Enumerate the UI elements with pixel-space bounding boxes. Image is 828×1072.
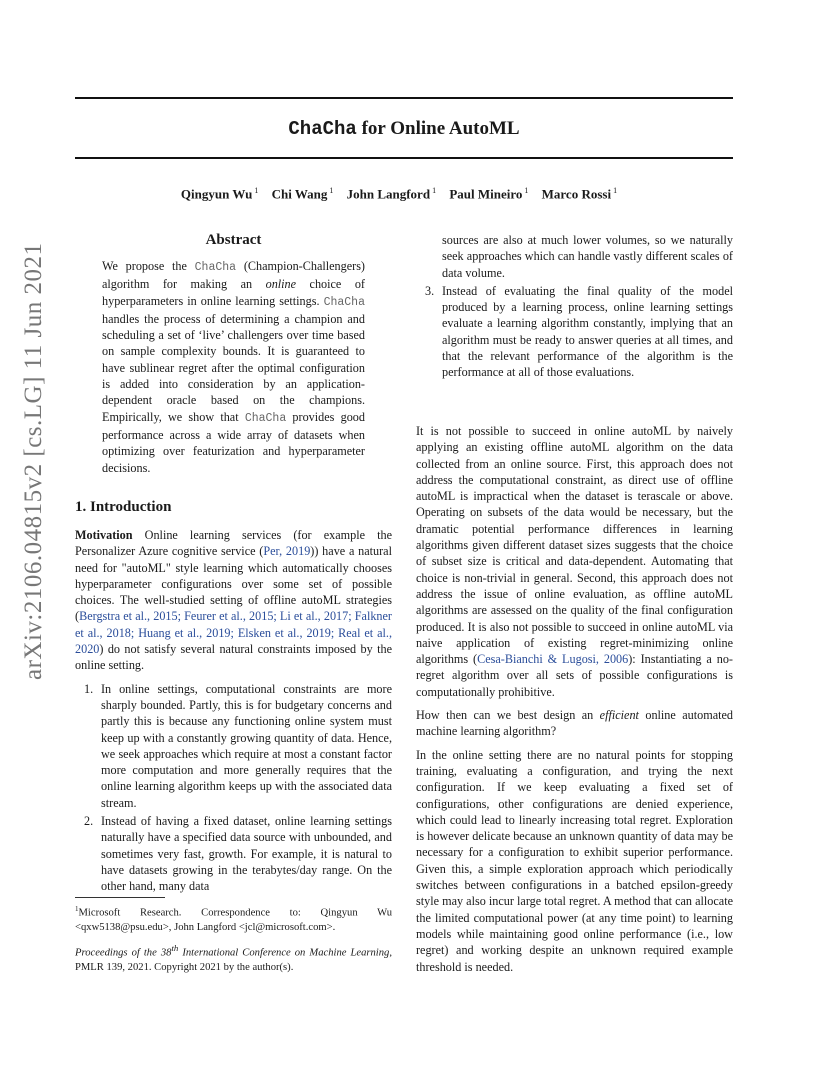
list-item (75, 681, 392, 811)
abstract-code: ChaCha (323, 295, 365, 309)
list-item (75, 813, 392, 894)
arxiv-stamp (20, 242, 60, 680)
right-column (416, 423, 733, 982)
section-heading-introduction: 1. Introduction (75, 499, 172, 515)
author-name: Marco Rossi (541, 186, 612, 202)
abstract-heading: Abstract (205, 232, 262, 248)
proceedings-text: Proceedings of the 38 (75, 947, 172, 959)
body-text: How then can we best design an (416, 708, 600, 723)
author-mark: 1 (432, 186, 437, 195)
top-rule (75, 97, 733, 99)
body-text: ) do not satisfy several natural constraints imposed by the online setting. (75, 642, 392, 673)
author-mark: 1 (329, 186, 334, 195)
list-number: 1. (84, 681, 94, 696)
author-list (75, 186, 733, 202)
abstract-text: (Champion-Challengers) algorithm for making an (102, 259, 365, 292)
abstract-body (102, 258, 365, 476)
proceedings-note (75, 941, 392, 975)
list-text: Instead of evaluating the final quality of the model produced by a learning process, online learning settings evaluate a learning algorithm constantly, implying that an algorithm must be ready to answer queries at all times, and that the relevant performance of the algorithm is the performance at all of those evaluations. (442, 283, 733, 380)
body-text: ): Instantiating a no-regret algorithm over all sets of possible configurations is computationally prohibitive. (416, 652, 733, 699)
paper-title (75, 118, 733, 140)
body-text: )) have a natural need for "autoML" style learning which automatically chooses hyperparameter configurations over some set of possible choices. The well-studied setting of offline autoML strategies ( (75, 544, 392, 624)
citation-link[interactable]: Bergstra et al., 2015; Feurer et al., 2015; Li et al., 2017; Falkner et al., 2018; Huang et al., 2019; Elsken et al., 2019; Real et al., 2020 (75, 609, 392, 657)
body-text: It is not possible to succeed in online autoML by naively applying an existing offline autoML algorithm on the data collected from an online source. First, this approach does not address the computational constraint, as direct use of offline autoML is impractical when the dataset is terascale or above. Operating on subsets of the data would be necessary, but the dramatic potential performance differences in learning algorithms given different dataset sizes suggests that the choice of subset size is critical and data-dependent. Automating that choice is non-trivial in general. Second, this approach does not address the issue of online evaluation, as offline autoML algorithms are assessed on the quality of the final configuration produced. It is also not possible to succeed in online autoML via naive application of existing regret-minimizing online algorithms ( (416, 424, 733, 667)
abstract-code: ChaCha (244, 411, 287, 425)
title-mono: ChaCha (288, 118, 357, 140)
abstract-text: We propose the (102, 259, 195, 273)
list-text: Instead of having a fixed dataset, online learning settings naturally have a specified data source with unbounded, and sometimes very fast, growth. For example, it is natural to have datasets growing in the terabytes/day range. On the other hand, many data (101, 814, 392, 894)
author-mark: 1 (613, 186, 618, 195)
author-mark: 1 (254, 186, 259, 195)
left-column (75, 527, 392, 897)
proceedings-sup: th (171, 943, 179, 953)
abstract-code: ChaCha (194, 261, 237, 274)
proceedings-text: International Conference on Machine Learning (178, 947, 390, 959)
emphasis: efficient (599, 708, 639, 723)
motivation-label: Motivation (75, 528, 133, 542)
arxiv-stamp-text: arXiv:2106.04815v2 [cs.LG] 11 Jun 2021 (20, 242, 47, 680)
footnote (75, 902, 392, 935)
author-mark: 1 (524, 186, 529, 195)
footnote-mark: 1 (75, 905, 79, 913)
author-name: Qingyun Wu (180, 186, 253, 202)
proceedings-text: , PMLR 139, 2021. Copyright 2021 by the author(s). (75, 947, 392, 973)
body-text: In the online setting there are no natural points for stopping training, evaluating a configuration, and trying the next configuration. If we keep evaluating a fixed set of configurations, other configurations are denied experience, which could lead to linearly increasing total regret. Exploration is however delicate because an unknown quantity of data may be necessary for a configuration to exhibit superior performance. Given this, a simple exploration approach which periodically switches between configurations in a batched epsilon-greedy style may also incur large total regret. A method that can allocate the limited computational power (at any time point) to learning models while maintaining good online performance (i.e., low regret) and working despite an unknown required example threshold is needed. (416, 747, 733, 974)
list-item (416, 283, 733, 381)
right-column-list (416, 232, 733, 383)
footnote-rule (75, 897, 165, 898)
list-number: 2. (84, 814, 94, 829)
list-number: 3. (425, 283, 435, 298)
footnote-text: Microsoft Research. Correspondence to: Qingyun Wu <qxw5138@psu.edu>, John Langford <jcl@microsoft.com>. (75, 907, 392, 933)
author-name: John Langford (346, 186, 431, 202)
body-paragraph (416, 707, 733, 740)
abstract-text: choice of hyperparameters in online learning settings. (102, 277, 365, 308)
title-rest: for Online AutoML (356, 118, 520, 139)
body-text: Online learning services (for example the Personalizer Azure cognitive service ( (75, 528, 392, 559)
list-text: In online settings, computational constraints are more sharply bounded. Partly, this is for budgetary concerns and partly this is because any functioning online system must keep up with a constantly growing quantity of data. Hence, we seek approaches which require at most a constant factor more computation and more generally requires that the online learning algorithm keeps up with the associated data stream. (101, 681, 392, 810)
citation-link[interactable]: Cesa-Bianchi & Lugosi, 2006 (477, 652, 629, 667)
abstract-text: handles the process of determining a champion and scheduling a set of ‘live’ challengers over time based on sample complexity bounds. It is guaranteed to have sublinear regret after the optimal configuration is added into consideration by an application-dependent oracle based on the champions. Empirically, we show that (102, 311, 365, 424)
list-item-continuation (416, 232, 733, 281)
body-paragraph (416, 747, 733, 975)
body-paragraph (416, 423, 733, 700)
author-name: Paul Mineiro (449, 186, 523, 202)
list-text: sources are also at much lower volumes, so we naturally seek approaches which can handle vastly different scales of data volume. (442, 233, 733, 280)
title-bottom-rule (75, 157, 733, 159)
abstract-emphasis: online (265, 277, 297, 292)
citation-link[interactable]: Per, 2019 (263, 544, 311, 559)
abstract-text: provides good performance across a wide array of datasets when optimizing over featurization and hyperparameter decisions. (102, 409, 365, 475)
motivation-paragraph (75, 527, 392, 674)
author-name: Chi Wang (271, 186, 328, 202)
body-text: online automated machine learning algorithm? (416, 708, 733, 739)
